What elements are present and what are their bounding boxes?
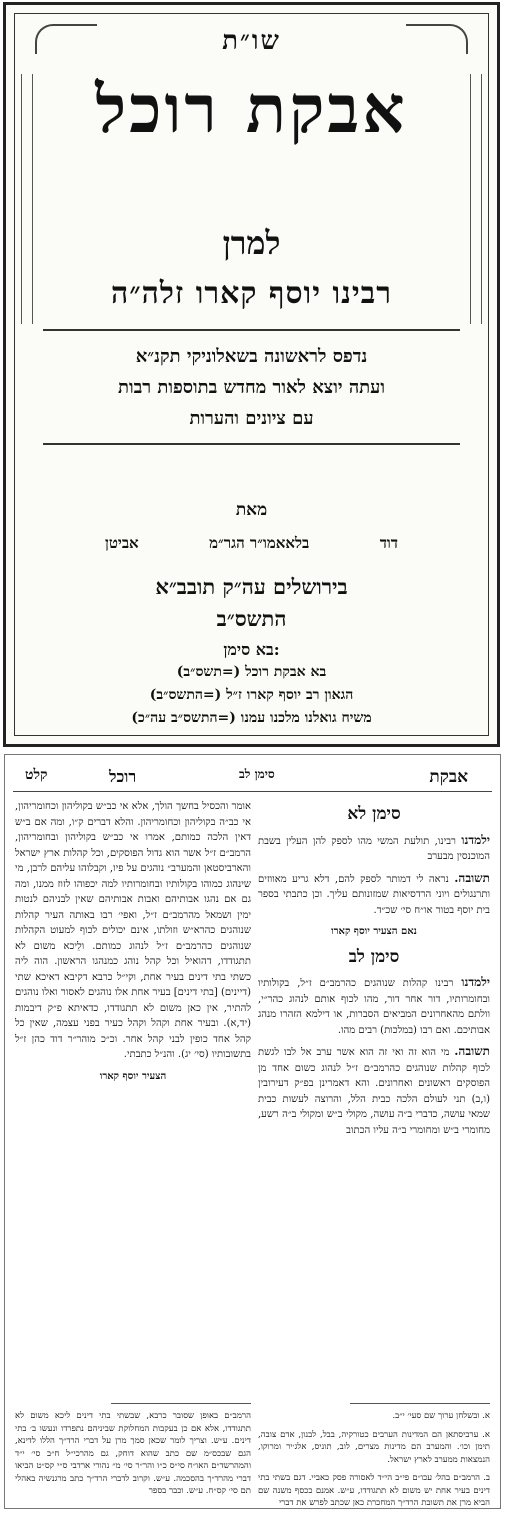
question-text: רבינו קהלות שנוהגים כהרמב״ם ז״ל, בקולותיו ובחומרותיו, דור אחר דור, מהו לכוף אותם לנהוג כהר״י, וולתם מהאחרונים המביאים הסברות, או דילמא הזהרו מנהג אבותיכם. ואם רבו (במלכות) רבים מהו.	[258, 978, 490, 1036]
right-footnotes	[258, 1410, 490, 1508]
editor-mid: בלאאמו״ר הגר״מ	[209, 534, 310, 552]
answer-text: מי הוא זה ואי זה הוא אשר ערב אל לבו לגשת לכוף קהלות שנוהגים כהרמב״ם ז״ל לנהוג כשום אחד מן הפוסקים ראשונים ואחרונים. והא דאמרינן בפ״ק דעירובין (ו,ב) תני לעולם הלכה כבית הלל, והרוצה לעשות כבית שמאי עושה, כדברי ב״ה עושה, מקולי ב״ש ומקולי ב״ה רשע, מחומרי ב״ש ומחומרי ב״ה עליו הכתוב	[258, 1047, 490, 1136]
lead-word: תשובה.	[454, 1044, 490, 1058]
signature: נאם הצעיר יוסף קארו	[331, 926, 417, 937]
left-footnotes	[15, 1410, 251, 1505]
title-page-border	[14, 13, 489, 736]
title-lemaran: למרן	[222, 224, 281, 262]
footnote-rule	[111, 1403, 251, 1404]
lead-word: ילמדנו	[461, 975, 491, 989]
title-meet: מאת	[235, 500, 268, 520]
title-band	[43, 329, 460, 445]
footnote-rule	[350, 1403, 490, 1404]
header-book: אבקת	[429, 767, 468, 787]
siman-title: סימן לא	[347, 804, 401, 824]
footnote: הרמב״ם באופן שסובר כרבא, שבשתי בתי דינים ליכא משום לא תתגודדו, אלא אם כן בעקבות המחלוקת שביניהם נתפרדו ונעשו ב׳ בתי דינים. ע״ש. וצריך לומר שכאן סמך מרן על דברי הרד״ך הללו לדינא, הגם שבכס״מ שם כתב שהוא דוחק, גם מהרכי״ל ח״ב סי׳ י״ד והמהרשד״ם האו״ח סי״ס כ״ו והר״ר סי׳ מ״ נהורי ארדבי ס״י קס״ט הביאו דברי מהרד״ך בהסכמה. ע״ש. וקרוב לדברי הרד״ך כתב מרגנשיה באהלי תם סי׳ קס״ח. ע״ש. וכבר בספר	[15, 1411, 251, 1496]
left-column	[15, 799, 251, 1389]
band-line: ועתה יוצא לאור מחדש בתוספות רבות	[118, 376, 385, 398]
title-shut: שו״ת	[222, 26, 281, 56]
editor-last: אביטן	[105, 534, 139, 552]
answer-paragraph	[258, 1044, 490, 1138]
header-page-number: קלט	[25, 767, 48, 783]
editor-first: דוד	[379, 534, 398, 552]
title-page	[3, 2, 500, 747]
body-paragraph: אומר והכסיל בחשך הולך, אלא אי כב״ש בקוליהון וכחומריהון, אי כב״ה בקוליהון וכחומריהון. והלא דברים ק״ו, ומה אם ב״ש דאין הלכה כמותם, אמרו אי כב״ש בקוליהון ובחומריהון, הרמב״ם ז״ל אשר הוא גדול הפוסקים, וכל קהלות ארץ ישראל והארביסטאן והמערב״ נוהגים על פיו, וקבלוהו עליהם לרבן, מי שינהוג כמוהו בקולותיו ובחומרותיו למה יכפוהו לזוז ממנו, ומה גם אם נהגו אבותיהם ואבות אבותיהם שאין לבניהם לנטות ימין ושמאל מהרמב״ם ז״ל, ואפי׳ רבו באותה העיר קהלות שנוהגים כהרא״ש וזולתו, אינם יכולים לכוף למעוט הקהלות שנוהגים כהרמב״ם ז״ל לנהוג כמותם. ולֵיכא משום לא תתגודדו, דהואיל וכל קהל נוהג כמנהגו הראשון. הוה ליה כשתי בתי דינים בעיר אחת, וקי״ל כרבא דקיבא דאיכא שתי (דיינים) [בתי דינים] בעיר אחת אלו נוהגים לאסור ואלו נוהגים להתיר, אין כאן משום לא תתגודדו, כדאיתא פ״ק דיבמות (יד,א). ובעיר אחת וקהל וקהל כעיר בפני עצמה, שאין כל קהל אחד כופין לבני קהל אחר. וכ״כ מוהר״ר דוד כהן ז״ל בתשובותיו (סי׳ יג). והנ״ל כתבתי.	[15, 801, 251, 1060]
header-siman: סימן לב	[239, 767, 275, 781]
book-title: אבקת רוכל	[95, 70, 408, 148]
book-page	[4, 754, 501, 1509]
title-signs	[15, 638, 488, 730]
sign-line: בא אבקת רוכל (=תשס״ב)	[176, 664, 327, 680]
page-header	[13, 763, 492, 792]
answer-paragraph	[258, 871, 490, 919]
question-text: רבינו, תולעת המשי מהו לספק להן העלין בשבת המוכנסין מבערב	[258, 835, 490, 862]
sign-line: הגאון רב יוסף קארו ז״ל (=התשס״ב)	[149, 687, 354, 703]
sign-line: בא סימן:	[223, 640, 280, 659]
footnote: ב. הרמב״ם בהל׳ עכו״ם פי״ב הי״ד לאסורה פסק כאביי. דגם בשתי בתי דינים בעיר אחת יש משום לא תתגודדו, ע״ש. אמנם ככסף משנה שם הביא מרן את תשובת הרד״ך המחכרת כאן שכתב לפרש את דברי	[258, 1473, 490, 1508]
question-paragraph	[258, 833, 490, 865]
lead-word: תשובה.	[454, 870, 490, 885]
title-author: רבינו יוסף קארו זלה״ה	[110, 276, 392, 311]
header-rokhel: רוכל	[109, 767, 137, 786]
siman-title: סימן לב	[348, 946, 400, 967]
footnote: א. ובשלחן ערוך שם סעי׳ י״ב.	[392, 1411, 490, 1421]
signature: הצעיר יוסף קארו	[99, 1070, 167, 1082]
title-place: בירושלים עה״ק תובב״א	[155, 574, 348, 599]
right-column	[258, 799, 490, 1389]
footnote: א. ערביסתאן הם המדינות הערבים כטורקיה, בבל, לבנון, אדם צובה, תימן וכו׳. והמערב הם מדינות מצרים, לוב, תוניס, אלג׳יר ומרוקו, הנמצאות ממערב לארץ ישראל.	[258, 1429, 490, 1465]
answer-text: נראה לי דמותר לספק להם, דלא גריע מאווזים ותרנגולים ויוני הרדסיאות שמזונותם עליך. וכן כתבתי בספר בית יוסף בטור או״ח סי׳ שכ״ד.	[258, 873, 490, 916]
question-paragraph	[258, 975, 490, 1038]
band-line: נדפס לראשונה בשאלוניקי תקנ״א	[135, 345, 368, 367]
lead-word: ילמדנו	[461, 832, 490, 847]
title-editor	[105, 534, 398, 553]
band-line: עם ציונים והערות	[189, 407, 314, 429]
sign-line: משיח גואלנו מלכנו עמנו (=התשס״ב עה״כ)	[131, 710, 372, 726]
title-year: התשס״ב	[216, 606, 287, 631]
